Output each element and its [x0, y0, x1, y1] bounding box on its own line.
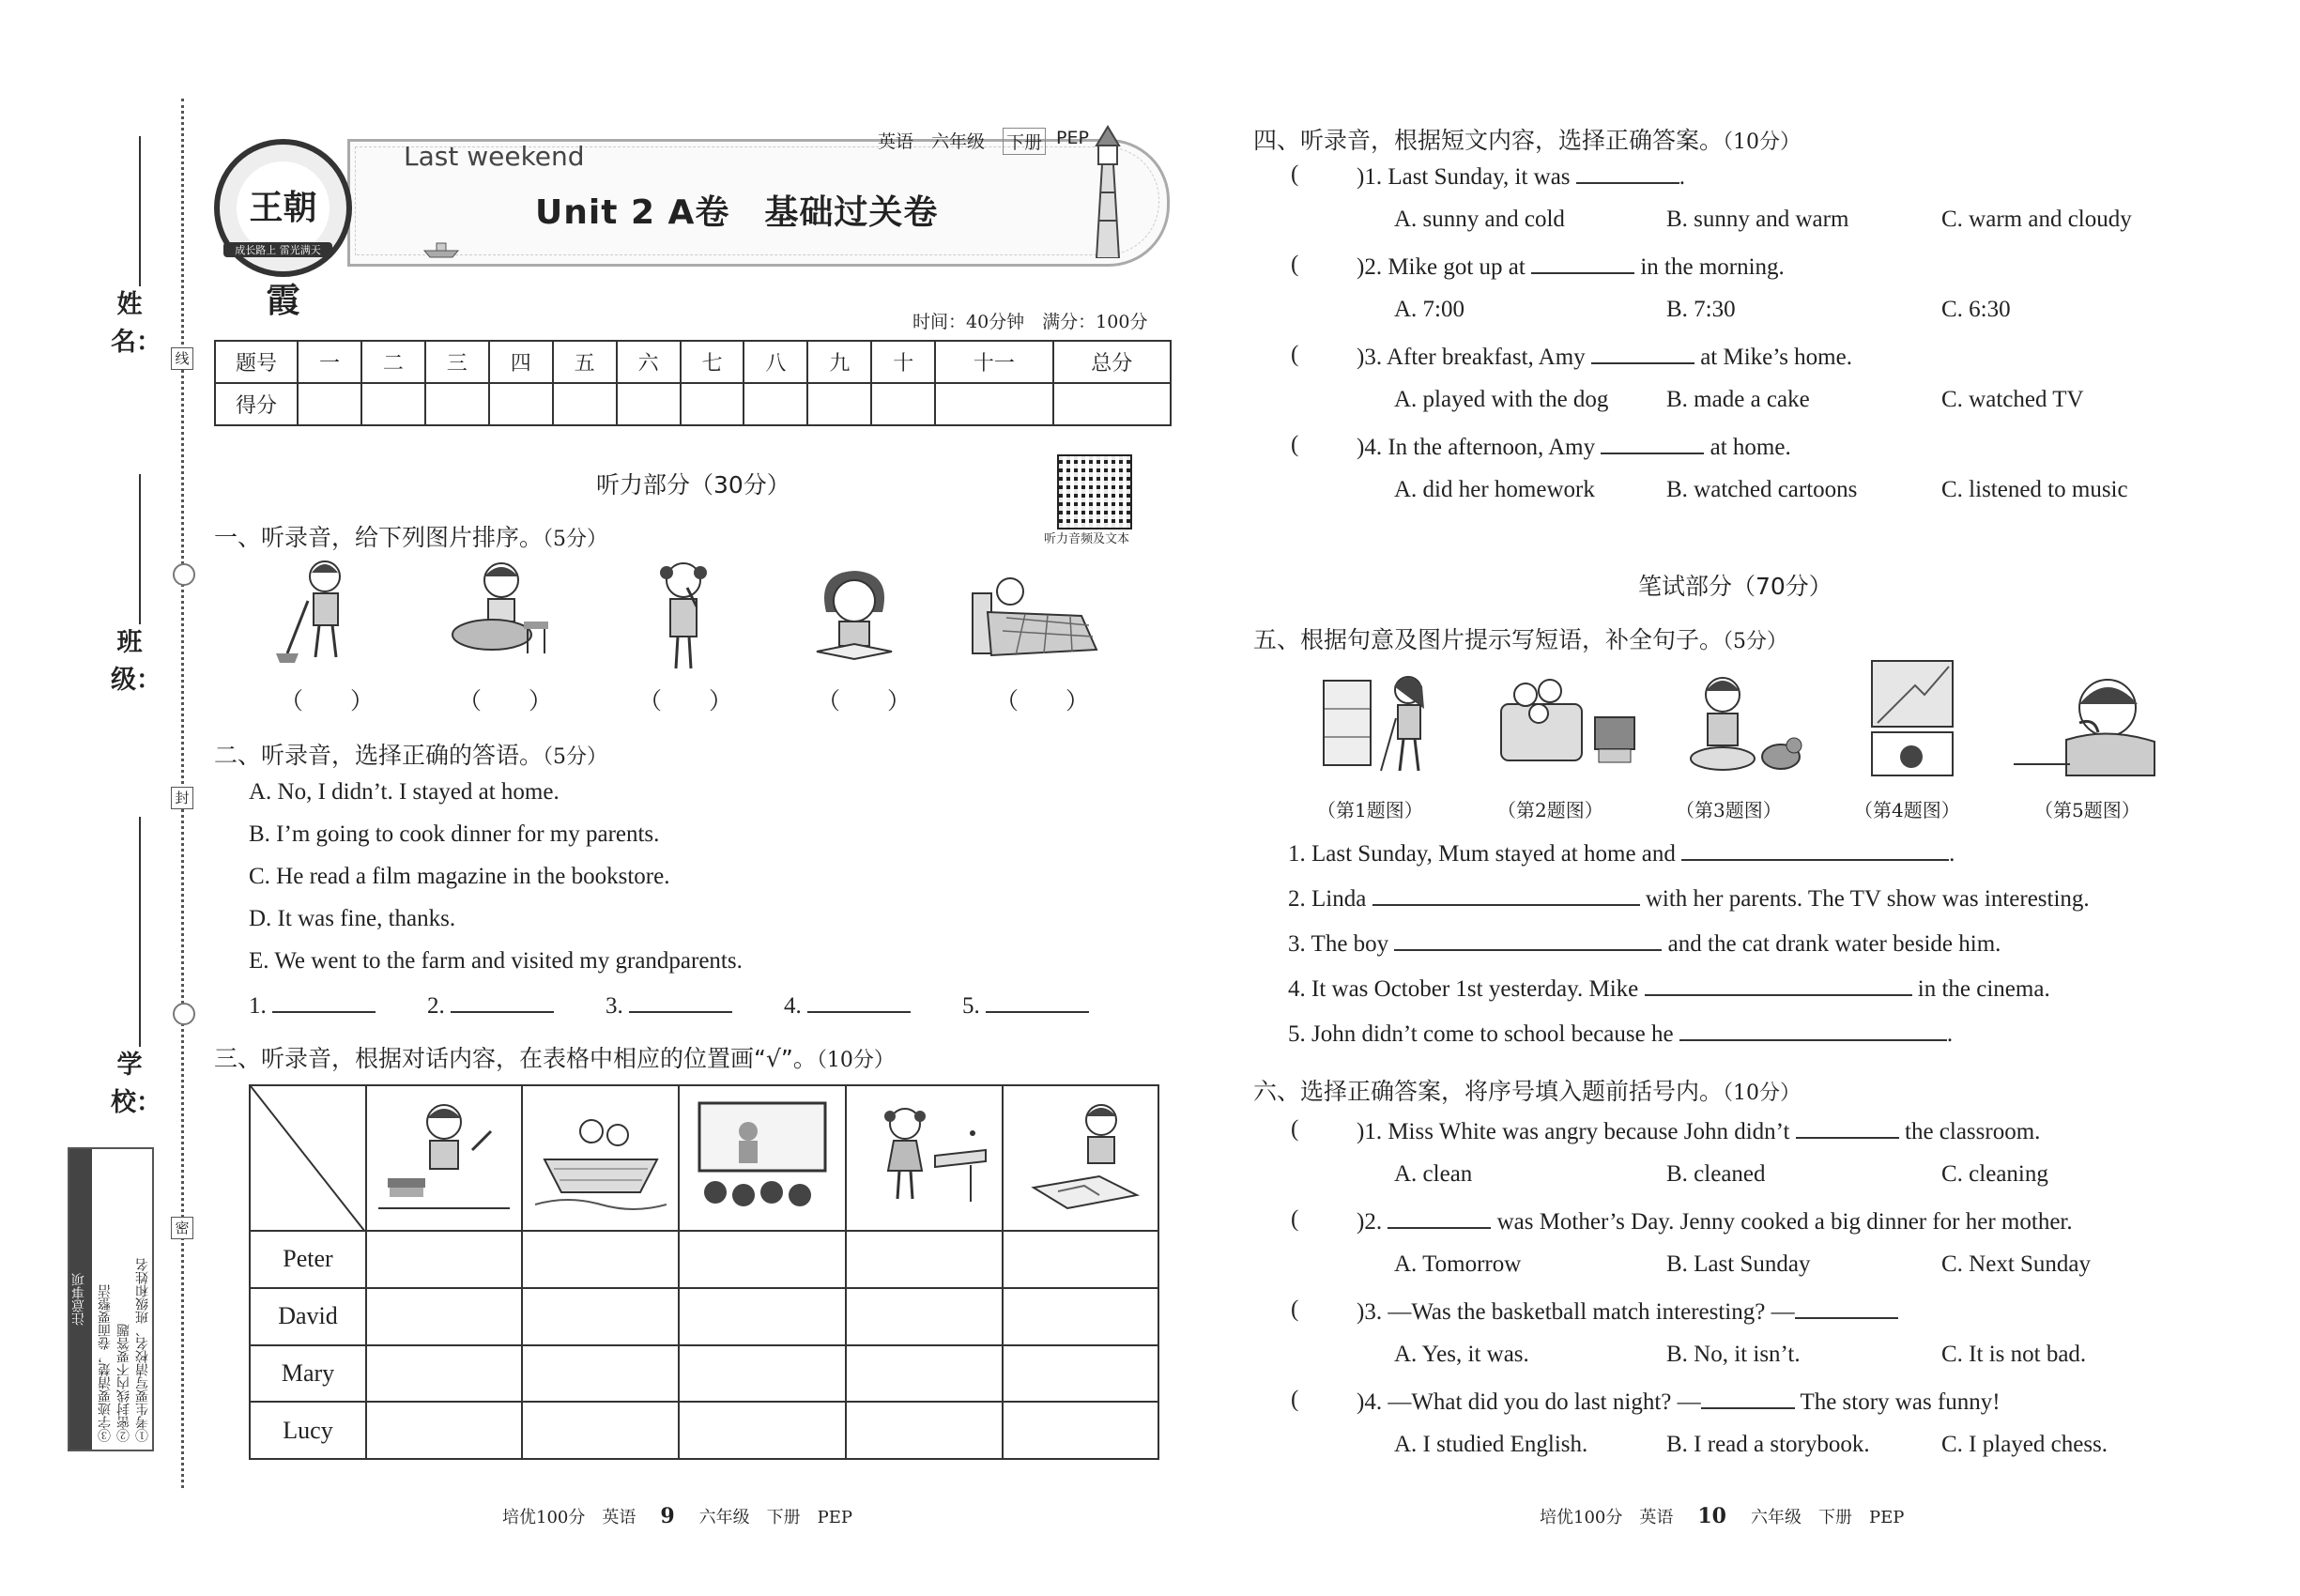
- picture-caption: （第3题图）: [1676, 799, 1782, 821]
- check-cell[interactable]: [679, 1402, 846, 1459]
- answer-blank[interactable]: [1679, 1019, 1947, 1041]
- activity-picture-cinema: [679, 1085, 846, 1231]
- check-cell[interactable]: [846, 1231, 1002, 1288]
- score-header-cell: 三: [425, 341, 489, 383]
- name-field-line[interactable]: [139, 136, 141, 286]
- sentence-line: [1288, 838, 1955, 867]
- activity-picture-boat: [522, 1085, 678, 1231]
- question-stem: [1357, 342, 1852, 371]
- sentence-text: .: [1946, 1021, 1954, 1047]
- score-header-cell: 五: [553, 341, 617, 383]
- stem-text: )2.: [1357, 1209, 1383, 1235]
- section6-title: [1253, 1073, 1801, 1107]
- choice: B. cleaned: [1666, 1161, 1766, 1187]
- stem-text: the classroom.: [1905, 1119, 2041, 1144]
- score-cell[interactable]: [489, 383, 553, 425]
- question-stem: [1357, 1206, 2073, 1235]
- sentence-line: [1288, 928, 2001, 958]
- sentence-line: [1288, 883, 2090, 913]
- answer-paren[interactable]: (: [1291, 432, 1299, 457]
- stem-text: )1. Miss White was angry because John didn’t: [1357, 1119, 1790, 1144]
- picture-caption: （第4题图）: [1854, 799, 1960, 821]
- notice-box: [68, 1147, 154, 1451]
- student-name: David: [250, 1288, 366, 1345]
- check-cell[interactable]: [366, 1402, 522, 1459]
- stem-text: )3. —Was the basketball match interesting? —: [1357, 1299, 1795, 1325]
- choice: B. sunny and warm: [1666, 207, 1849, 232]
- activity-picture-reading-books: [366, 1085, 522, 1231]
- choice: A. Yes, it was.: [1394, 1342, 1529, 1367]
- choice: C. watched TV: [1941, 387, 2084, 412]
- answer-paren[interactable]: (: [1291, 1387, 1299, 1412]
- choice: C. It is not bad.: [1941, 1342, 2087, 1367]
- class-label: 班 级：: [111, 628, 161, 695]
- answer-blank[interactable]: [1576, 161, 1679, 184]
- choice: B. Last Sunday: [1666, 1251, 1811, 1277]
- notice-head: 注意事项: [69, 1149, 92, 1450]
- check-cell[interactable]: [846, 1345, 1002, 1403]
- answer-blank[interactable]: [1796, 1116, 1899, 1139]
- check-cell[interactable]: [1003, 1231, 1159, 1288]
- seal-char-mi: 密: [171, 1217, 193, 1239]
- student-name: Mary: [250, 1345, 366, 1403]
- choice: A. clean: [1394, 1161, 1473, 1187]
- option-line: A. No, I didn’t. I stayed at home.: [249, 779, 560, 805]
- picture-boy-reading-books: [378, 1094, 510, 1216]
- section1-points: （5分）: [543, 528, 608, 551]
- check-cell[interactable]: [522, 1402, 678, 1459]
- footer-grade: 六年级: [698, 1508, 750, 1527]
- blank-number: 2.: [427, 993, 445, 1019]
- check-table-row: [250, 1402, 1158, 1459]
- score-cell[interactable]: [807, 383, 871, 425]
- choice: A. sunny and cold: [1394, 207, 1565, 232]
- section2-title-text: 二、听录音，选择正确的答语。: [214, 742, 544, 769]
- choice: C. Next Sunday: [1941, 1251, 2092, 1277]
- stem-text: )1. Last Sunday, it was: [1357, 164, 1571, 190]
- time-info: 时间：40分钟 满分：100分: [912, 312, 1148, 332]
- footer-subject: 英语: [602, 1508, 636, 1527]
- subject-tag: 英语: [878, 131, 914, 152]
- answer-blank[interactable]: [1372, 883, 1640, 906]
- activity-check-table: [249, 1084, 1159, 1460]
- answer-blank-item: [962, 990, 1089, 1020]
- stem-text: The story was funny!: [1800, 1389, 2001, 1415]
- section3-title: [214, 1040, 895, 1074]
- lighthouse-icon: [1080, 117, 1136, 258]
- question-stem: [1357, 1387, 2001, 1416]
- score-cell[interactable]: [744, 383, 807, 425]
- score-header-cell: 四: [489, 341, 553, 383]
- edition-tag: PEP: [1056, 128, 1089, 148]
- choice: B. 7:30: [1666, 297, 1736, 322]
- answer-blank-item: [249, 990, 376, 1020]
- sentence-text: with her parents. The TV show was interesting.: [1645, 886, 2090, 912]
- answer-blank[interactable]: [629, 990, 732, 1013]
- picture-caption: （第1题图）: [1317, 799, 1423, 821]
- stem-text: .: [1679, 164, 1686, 190]
- choice: A. Tomorrow: [1394, 1251, 1522, 1277]
- answer-blank[interactable]: [986, 990, 1089, 1013]
- answer-paren[interactable]: (: [1291, 1297, 1299, 1322]
- choice: B. No, it isn’t.: [1666, 1342, 1801, 1367]
- score-header-cell: 十: [871, 341, 935, 383]
- sentence-text: 4. It was October 1st yesterday. Mike: [1288, 976, 1639, 1002]
- check-table-row: [250, 1231, 1158, 1288]
- blank-number: 4.: [784, 993, 802, 1019]
- score-cell[interactable]: [361, 383, 425, 425]
- score-header-row: [215, 341, 1171, 383]
- class-field-line[interactable]: [139, 474, 141, 624]
- binding-hole-icon: [173, 563, 195, 586]
- qr-caption: 听力音频及文本: [1044, 532, 1130, 546]
- notice-item: ③字迹要清楚，卷面要整洁: [98, 1284, 113, 1442]
- section1-title: [214, 519, 607, 553]
- section4-title: [1253, 122, 1801, 156]
- answer-blank[interactable]: [1531, 252, 1634, 274]
- question-stem: [1357, 161, 1685, 191]
- section2-title: [214, 737, 607, 771]
- check-cell[interactable]: [679, 1288, 846, 1345]
- check-cell[interactable]: [1003, 1288, 1159, 1345]
- score-cell[interactable]: [298, 383, 361, 425]
- page-number: 9: [660, 1504, 675, 1528]
- activity-picture-drawing: [1003, 1085, 1159, 1231]
- stem-text: )3. After breakfast, Amy: [1357, 345, 1586, 370]
- picture-boy-washing-clothes: [449, 556, 552, 668]
- answer-blank[interactable]: [1681, 838, 1949, 861]
- diagonal-line: [251, 1086, 365, 1232]
- sentence-text: .: [1949, 841, 1955, 867]
- picture-caption: （第5题图）: [2034, 799, 2140, 821]
- section6-title-text: 六、选择正确答案，将序号填入题前括号内。: [1253, 1078, 1724, 1105]
- stem-text: in the morning.: [1640, 254, 1785, 280]
- check-cell[interactable]: [366, 1231, 522, 1288]
- answer-blank-item: [784, 990, 911, 1020]
- choice: C. 6:30: [1941, 297, 2011, 322]
- answer-paren[interactable]: (: [1291, 1116, 1299, 1142]
- choice: B. made a cake: [1666, 387, 1810, 412]
- check-cell[interactable]: [679, 1345, 846, 1403]
- option-line: C. He read a film magazine in the bookstore.: [249, 864, 670, 889]
- check-cell[interactable]: [846, 1402, 1002, 1459]
- answer-blank[interactable]: [1591, 342, 1694, 364]
- seal-char-feng: 封: [171, 787, 193, 809]
- sentence-line: [1288, 1019, 1953, 1048]
- section5-title-text: 五、根据句意及图片提示写短语，补全句子。: [1253, 626, 1724, 653]
- score-header-cell: 八: [744, 341, 807, 383]
- section2-points: （5分）: [543, 745, 608, 769]
- picture-family-watching-tv: [1497, 667, 1638, 779]
- answer-blank[interactable]: [1601, 432, 1704, 454]
- check-cell[interactable]: [1003, 1402, 1159, 1459]
- blank-number: 5.: [962, 993, 980, 1019]
- answer-paren[interactable]: （ ）: [458, 689, 553, 714]
- stem-text: )2. Mike got up at: [1357, 254, 1526, 280]
- blank-number: 3.: [606, 993, 623, 1019]
- section4-title-text: 四、听录音，根据短文内容，选择正确答案。: [1253, 127, 1724, 154]
- footer-left: [502, 1504, 852, 1528]
- sentence-text: 3. The boy: [1288, 931, 1389, 957]
- question-stem: [1357, 1297, 1898, 1326]
- unit-name: Last weekend: [404, 141, 585, 172]
- activity-picture-ping-pong: [846, 1085, 1002, 1231]
- picture-watching-film: [692, 1094, 833, 1216]
- question-stem: [1357, 1116, 2040, 1145]
- picture-boy-drawing: [1015, 1094, 1146, 1216]
- score-header-cell: 二: [361, 341, 425, 383]
- picture-mum-cleaning-room: [1319, 662, 1441, 779]
- logo-slogan: 成长路上 雷光满天: [223, 242, 332, 257]
- picture-boy-in-bed: [969, 565, 1100, 668]
- check-cell[interactable]: [1003, 1345, 1159, 1403]
- picture-cinema-scene: [1868, 657, 1957, 779]
- option-line: B. I’m going to cook dinner for my parents.: [249, 821, 660, 847]
- section4-points: （10分）: [1723, 130, 1802, 154]
- writing-title: 笔试部分（70分）: [1638, 573, 1832, 600]
- student-name: Lucy: [250, 1402, 366, 1459]
- answer-blank[interactable]: [451, 990, 554, 1013]
- footer-term: 下册: [1817, 1508, 1852, 1527]
- grade-tag: 六年级: [931, 131, 986, 152]
- stem-text: at home.: [1710, 435, 1791, 460]
- question-stem: [1357, 432, 1791, 461]
- answer-paren[interactable]: （ ）: [280, 689, 375, 714]
- answer-paren[interactable]: （ ）: [817, 689, 912, 714]
- score-cell[interactable]: [617, 383, 681, 425]
- term-tag: 下册: [1003, 128, 1046, 155]
- picture-boy-drinking-with-cat: [1676, 667, 1807, 779]
- boat-icon: [422, 239, 460, 258]
- choice: B. I read a storybook.: [1666, 1432, 1870, 1457]
- choice: A. I studied English.: [1394, 1432, 1588, 1457]
- score-header-cell: 一: [298, 341, 361, 383]
- check-cell[interactable]: [366, 1288, 522, 1345]
- picture-girl-brushing-teeth: [646, 556, 721, 673]
- sentence-text: in the cinema.: [1917, 976, 2050, 1002]
- choice: A. 7:00: [1394, 297, 1464, 322]
- paper-title: Unit 2 A卷 基础过关卷: [535, 193, 939, 232]
- footer-series: 培优100分: [1540, 1508, 1623, 1527]
- logo-text: 王朝霞: [237, 161, 330, 254]
- check-cell[interactable]: [679, 1231, 846, 1288]
- score-header-cell: 六: [617, 341, 681, 383]
- stem-text: )4. —What did you do last night? —: [1357, 1389, 1701, 1415]
- score-cell[interactable]: [681, 383, 744, 425]
- seal-char-xian: 线: [171, 347, 193, 370]
- notice-item: ①考生要写清校名、班级和姓名: [135, 1258, 150, 1442]
- answer-blank[interactable]: [1394, 928, 1662, 951]
- qr-code-icon[interactable]: [1057, 454, 1132, 529]
- sentence-text: 2. Linda: [1288, 886, 1367, 912]
- score-cell[interactable]: [935, 383, 1052, 425]
- score-row-label: 得分: [215, 383, 298, 425]
- sentence-text: 1. Last Sunday, Mum stayed at home and: [1288, 841, 1676, 867]
- question-stem: [1357, 252, 1785, 281]
- stem-text: at Mike’s home.: [1700, 345, 1852, 370]
- answer-paren[interactable]: （ ）: [995, 689, 1090, 714]
- section6-points: （10分）: [1723, 1082, 1802, 1105]
- stem-text: )4. In the afternoon, Amy: [1357, 435, 1596, 460]
- option-line: D. It was fine, thanks.: [249, 906, 456, 931]
- name-label: 姓 名：: [111, 290, 161, 357]
- footer-edition: PEP: [1868, 1508, 1905, 1527]
- choice: B. watched cartoons: [1666, 477, 1858, 502]
- choice: C. I played chess.: [1941, 1432, 2108, 1457]
- check-cell[interactable]: [846, 1288, 1002, 1345]
- score-cell[interactable]: [1053, 383, 1171, 425]
- school-label: 学 校：: [111, 1051, 161, 1117]
- notice-item: ②密封线内不要答题: [116, 1324, 131, 1442]
- check-cell[interactable]: [366, 1345, 522, 1403]
- section3-points: （10分）: [816, 1049, 895, 1072]
- choice: C. warm and cloudy: [1941, 207, 2132, 232]
- score-cell[interactable]: [553, 383, 617, 425]
- score-header-cell: 七: [681, 341, 744, 383]
- section1-title-text: 一、听录音，给下列图片排序。: [214, 524, 544, 551]
- score-header-cell: 九: [807, 341, 871, 383]
- footer-right: [1540, 1504, 1904, 1528]
- answer-blank[interactable]: [1388, 1206, 1491, 1229]
- choice: C. listened to music: [1941, 477, 2128, 502]
- school-field-line[interactable]: [139, 817, 141, 1047]
- check-cell[interactable]: [522, 1345, 678, 1403]
- answer-blank[interactable]: [807, 990, 911, 1013]
- answer-blank-item: [427, 990, 554, 1020]
- stem-text: was Mother’s Day. Jenny cooked a big dinner for her mother.: [1496, 1209, 2073, 1235]
- blank-number: 1.: [249, 993, 267, 1019]
- score-row: [215, 383, 1171, 425]
- diagonal-header-cell: [250, 1085, 366, 1231]
- footer-subject: 英语: [1639, 1508, 1674, 1527]
- picture-girl-reading: [807, 565, 901, 667]
- section5-title: [1253, 622, 1787, 655]
- student-name: Peter: [250, 1231, 366, 1288]
- check-cell[interactable]: [522, 1288, 678, 1345]
- picture-girl-playing-ping-pong: [858, 1094, 989, 1216]
- sentence-text: and the cat drank water beside him.: [1667, 931, 2001, 957]
- score-table: [214, 340, 1172, 426]
- answer-paren[interactable]: (: [1291, 1206, 1299, 1232]
- check-cell[interactable]: [522, 1231, 678, 1288]
- check-table-row: [250, 1345, 1158, 1403]
- footer-edition: PEP: [817, 1508, 853, 1527]
- sentence-line: [1288, 974, 2050, 1003]
- answer-blank[interactable]: [1701, 1387, 1795, 1409]
- check-table-row: [250, 1288, 1158, 1345]
- binding-hole-icon: [173, 1003, 195, 1025]
- footer-grade: 六年级: [1750, 1508, 1802, 1527]
- option-line: E. We went to the farm and visited my grandparents.: [249, 948, 743, 974]
- listening-title: 听力部分（30分）: [596, 471, 790, 499]
- sentence-text: 5. John didn’t come to school because he: [1288, 1021, 1674, 1047]
- answer-blank[interactable]: [1795, 1297, 1898, 1319]
- answer-paren[interactable]: (: [1291, 252, 1299, 277]
- check-table-header-row: [250, 1085, 1158, 1231]
- score-cell[interactable]: [871, 383, 935, 425]
- answer-blank-item: [606, 990, 732, 1020]
- picture-sick-boy: [2014, 667, 2159, 779]
- choice: A. played with the dog: [1394, 387, 1609, 412]
- choice: C. cleaning: [1941, 1161, 2048, 1187]
- answer-paren[interactable]: (: [1291, 342, 1299, 367]
- answer-paren[interactable]: （ ）: [638, 689, 733, 714]
- picture-caption: （第2题图）: [1497, 799, 1603, 821]
- answer-blank[interactable]: [272, 990, 376, 1013]
- section5-points: （5分）: [1723, 630, 1788, 653]
- footer-series: 培优100分: [502, 1508, 586, 1527]
- page-number: 10: [1697, 1504, 1726, 1528]
- footer-term: 下册: [766, 1508, 801, 1527]
- answer-blank[interactable]: [1645, 974, 1912, 996]
- picture-boy-sweeping: [270, 556, 364, 668]
- score-header-cell: 十一: [935, 341, 1052, 383]
- picture-kids-on-boat: [535, 1094, 667, 1216]
- score-cell[interactable]: [425, 383, 489, 425]
- score-header-cell: 题号: [215, 341, 298, 383]
- choice: A. did her homework: [1394, 477, 1595, 502]
- answer-paren[interactable]: (: [1291, 161, 1299, 187]
- score-header-cell: 总分: [1053, 341, 1171, 383]
- section3-title-text: 三、听录音，根据对话内容，在表格中相应的位置画“√”。: [214, 1045, 817, 1072]
